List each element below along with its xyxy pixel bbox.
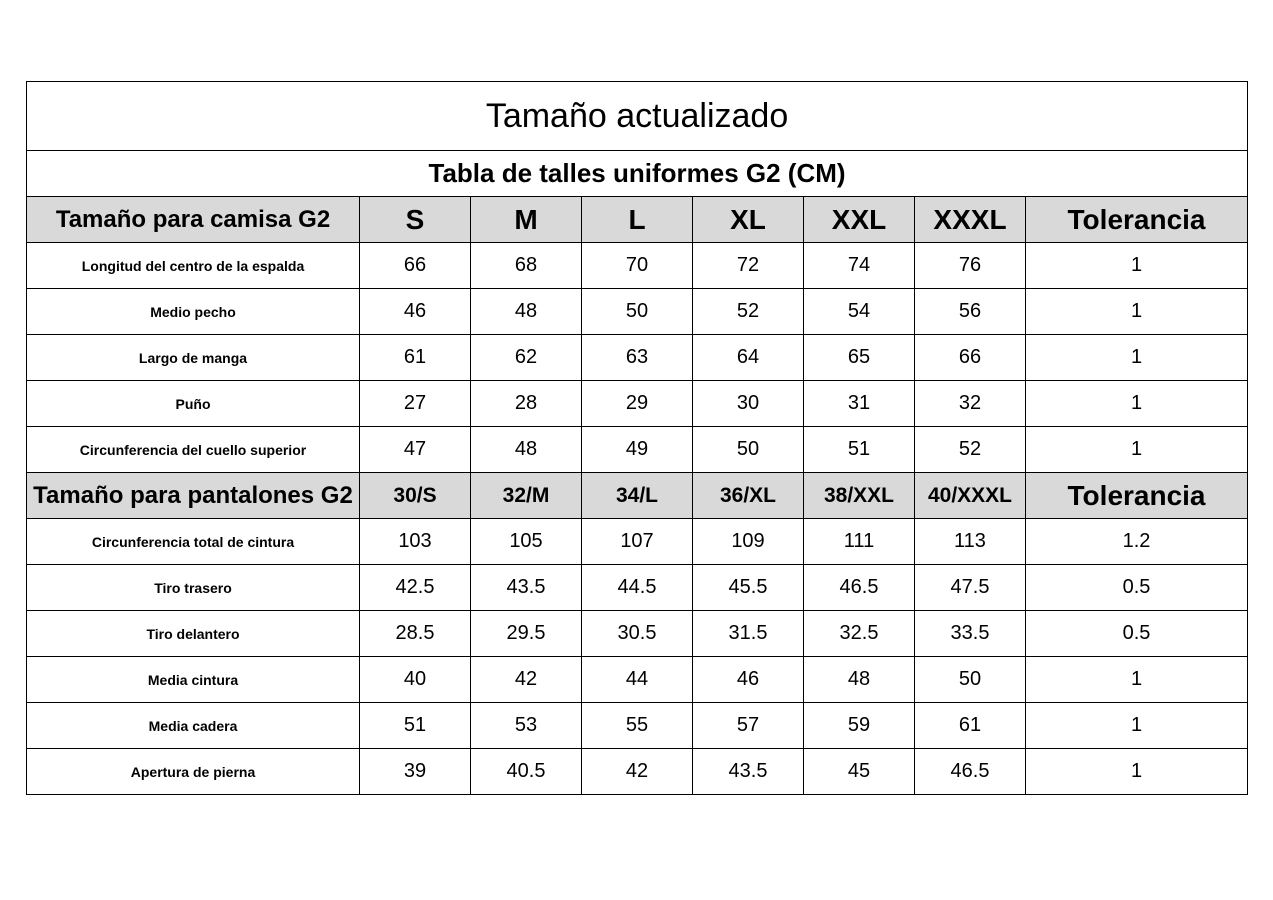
measurement-value: 28 — [471, 381, 582, 427]
size-column-header: XL — [693, 197, 804, 243]
size-column-header: 36/XL — [693, 473, 804, 519]
title-row — [27, 82, 1248, 151]
measurement-value: 40 — [360, 657, 471, 703]
measurement-value: 46 — [360, 289, 471, 335]
tolerance-value: 1 — [1026, 289, 1248, 335]
measurement-value: 109 — [693, 519, 804, 565]
measurement-value: 65 — [804, 335, 915, 381]
measurement-value: 111 — [804, 519, 915, 565]
measurement-value: 30 — [693, 381, 804, 427]
measurement-value: 47.5 — [915, 565, 1026, 611]
measurement-label: Medio pecho — [27, 289, 360, 335]
measurement-value: 40.5 — [471, 749, 582, 795]
table-subtitle: Tabla de talles uniformes G2 (CM) — [27, 151, 1248, 197]
measurement-value: 103 — [360, 519, 471, 565]
measurement-value: 64 — [693, 335, 804, 381]
measurement-value: 52 — [915, 427, 1026, 473]
tolerance-value: 1 — [1026, 703, 1248, 749]
tolerance-header: Tolerancia — [1026, 197, 1248, 243]
table-row — [27, 611, 1248, 657]
measurement-value: 45.5 — [693, 565, 804, 611]
measurement-label: Tiro delantero — [27, 611, 360, 657]
measurement-value: 29 — [582, 381, 693, 427]
pants-header-row — [27, 473, 1248, 519]
measurement-value: 55 — [582, 703, 693, 749]
measurement-value: 43.5 — [471, 565, 582, 611]
table-row — [27, 381, 1248, 427]
measurement-value: 107 — [582, 519, 693, 565]
measurement-label: Circunferencia del cuello superior — [27, 427, 360, 473]
measurement-value: 68 — [471, 243, 582, 289]
measurement-label: Circunferencia total de cintura — [27, 519, 360, 565]
measurement-label: Media cadera — [27, 703, 360, 749]
measurement-value: 32 — [915, 381, 1026, 427]
measurement-value: 72 — [693, 243, 804, 289]
table-row — [27, 427, 1248, 473]
measurement-value: 48 — [471, 289, 582, 335]
measurement-value: 63 — [582, 335, 693, 381]
size-column-header: L — [582, 197, 693, 243]
size-column-header: XXL — [804, 197, 915, 243]
measurement-value: 62 — [471, 335, 582, 381]
measurement-value: 48 — [471, 427, 582, 473]
measurement-value: 66 — [360, 243, 471, 289]
measurement-value: 61 — [360, 335, 471, 381]
size-column-header: M — [471, 197, 582, 243]
measurement-value: 59 — [804, 703, 915, 749]
measurement-value: 51 — [360, 703, 471, 749]
measurement-value: 48 — [804, 657, 915, 703]
tolerance-value: 0.5 — [1026, 565, 1248, 611]
measurement-value: 31 — [804, 381, 915, 427]
measurement-value: 44.5 — [582, 565, 693, 611]
size-column-header: XXXL — [915, 197, 1026, 243]
measurement-label: Largo de manga — [27, 335, 360, 381]
measurement-value: 54 — [804, 289, 915, 335]
tolerance-value: 1 — [1026, 427, 1248, 473]
measurement-value: 32.5 — [804, 611, 915, 657]
measurement-value: 56 — [915, 289, 1026, 335]
measurement-value: 66 — [915, 335, 1026, 381]
measurement-value: 57 — [693, 703, 804, 749]
measurement-value: 49 — [582, 427, 693, 473]
measurement-value: 47 — [360, 427, 471, 473]
tolerance-value: 0.5 — [1026, 611, 1248, 657]
measurement-value: 31.5 — [693, 611, 804, 657]
tolerance-value: 1 — [1026, 657, 1248, 703]
measurement-value: 39 — [360, 749, 471, 795]
measurement-value: 50 — [693, 427, 804, 473]
tolerance-header: Tolerancia — [1026, 473, 1248, 519]
table-row — [27, 289, 1248, 335]
measurement-label: Longitud del centro de la espalda — [27, 243, 360, 289]
measurement-value: 29.5 — [471, 611, 582, 657]
measurement-value: 46 — [693, 657, 804, 703]
table-row — [27, 749, 1248, 795]
tolerance-value: 1 — [1026, 335, 1248, 381]
measurement-value: 44 — [582, 657, 693, 703]
size-column-header: 32/M — [471, 473, 582, 519]
measurement-value: 42.5 — [360, 565, 471, 611]
measurement-value: 30.5 — [582, 611, 693, 657]
size-column-header: 30/S — [360, 473, 471, 519]
measurement-label: Media cintura — [27, 657, 360, 703]
measurement-label: Puño — [27, 381, 360, 427]
table-row — [27, 657, 1248, 703]
measurement-value: 76 — [915, 243, 1026, 289]
measurement-value: 27 — [360, 381, 471, 427]
measurement-value: 53 — [471, 703, 582, 749]
tolerance-value: 1 — [1026, 381, 1248, 427]
measurement-label: Apertura de pierna — [27, 749, 360, 795]
measurement-value: 33.5 — [915, 611, 1026, 657]
measurement-value: 42 — [471, 657, 582, 703]
shirt-header-row — [27, 197, 1248, 243]
table-row — [27, 335, 1248, 381]
measurement-value: 52 — [693, 289, 804, 335]
size-column-header: 40/XXXL — [915, 473, 1026, 519]
measurement-value: 50 — [582, 289, 693, 335]
size-chart-table — [26, 81, 1248, 795]
measurement-value: 28.5 — [360, 611, 471, 657]
tolerance-value: 1 — [1026, 749, 1248, 795]
measurement-value: 46.5 — [915, 749, 1026, 795]
measurement-value: 50 — [915, 657, 1026, 703]
shirt-section-label: Tamaño para camisa G2 — [27, 197, 360, 243]
measurement-value: 70 — [582, 243, 693, 289]
measurement-value: 45 — [804, 749, 915, 795]
tolerance-value: 1.2 — [1026, 519, 1248, 565]
size-column-header: 34/L — [582, 473, 693, 519]
table-row — [27, 243, 1248, 289]
pants-section-label: Tamaño para pantalones G2 — [27, 473, 360, 519]
measurement-value: 74 — [804, 243, 915, 289]
table-row — [27, 519, 1248, 565]
table-title: Tamaño actualizado — [27, 82, 1248, 151]
measurement-value: 51 — [804, 427, 915, 473]
measurement-value: 61 — [915, 703, 1026, 749]
measurement-value: 43.5 — [693, 749, 804, 795]
measurement-value: 113 — [915, 519, 1026, 565]
tolerance-value: 1 — [1026, 243, 1248, 289]
subtitle-row — [27, 151, 1248, 197]
table-row — [27, 703, 1248, 749]
table-row — [27, 565, 1248, 611]
measurement-value: 105 — [471, 519, 582, 565]
measurement-value: 42 — [582, 749, 693, 795]
measurement-label: Tiro trasero — [27, 565, 360, 611]
measurement-value: 46.5 — [804, 565, 915, 611]
size-column-header: S — [360, 197, 471, 243]
size-column-header: 38/XXL — [804, 473, 915, 519]
